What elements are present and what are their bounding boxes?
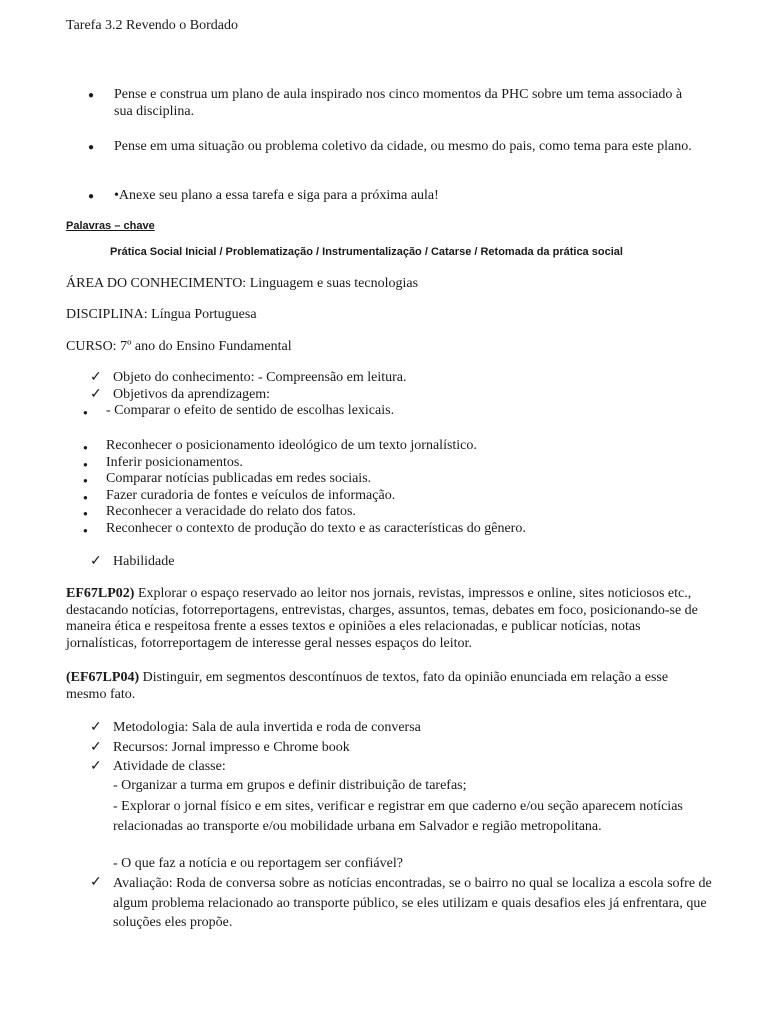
bullet-icon: ● xyxy=(88,142,95,153)
atividade-step: - O que faz a notícia e ou reportagem ser confiável? xyxy=(113,856,403,871)
bullet-icon: ● xyxy=(83,526,88,535)
objetivo-item: Reconhecer o posicionamento ideológico de um texto jornalístico. xyxy=(106,438,477,453)
objetivo-item: Inferir posicionamentos. xyxy=(106,455,243,470)
atividade-step: - Organizar a turma em grupos e definir distribuição de tarefas; xyxy=(113,778,467,793)
keywords-line: Prática Social Inicial / Problematização / Instrumentalização / Catarse / Retomada da prática social xyxy=(110,246,623,258)
habilidade-code: (EF67LP04) xyxy=(66,670,140,685)
page-title: Tarefa 3.2 Revendo o Bordado xyxy=(66,18,239,33)
bullet-icon: ● xyxy=(88,90,95,101)
task-item: Pense e construa um plano de aula inspirado nos cinco momentos da PHC sobre um tema associado à sua disciplina. xyxy=(114,87,683,119)
habilidade-text: Distinguir, em segmentos descontínuos de textos, fato da opinião enunciada em relação a esse mesmo fato. xyxy=(66,670,669,702)
bullet-icon: ● xyxy=(83,509,88,518)
objetivos-label: Objetivos da aprendizagem: xyxy=(113,387,271,402)
checkmark-icon: ✓ xyxy=(90,759,102,774)
bullet-icon: ● xyxy=(83,443,88,452)
habilidade-text: Explorar o espaço reservado ao leitor nos jornais, revistas, impressos e online, sites noticiosos etc., destacando notícias, fotorreportagens, entrevistas, charges, assuntos, temas, debates em foco, posicionando-se de maneira ética e respeitosa frente a esses textos e opiniões a eles relacionadas, e publicar notícias, notas jornalísticas, fotorreportagem de interesse geral nesses espaços do leitor. xyxy=(66,586,698,651)
bullet-icon: ● xyxy=(83,493,88,502)
objeto-line: Objeto do conhecimento: - Compreensão em leitura. xyxy=(113,370,407,385)
recursos-line: Recursos: Jornal impresso e Chrome book xyxy=(113,740,350,755)
metodologia-line: Metodologia: Sala de aula invertida e roda de conversa xyxy=(113,720,421,735)
task-item: Pense em uma situação ou problema coletivo da cidade, ou mesmo do pais, como tema para este plano. xyxy=(114,139,692,154)
disciplina-line: DISCIPLINA: Língua Portuguesa xyxy=(66,307,257,322)
checkmark-icon: ✓ xyxy=(90,875,102,890)
objetivo-item: Fazer curadoria de fontes e veículos de informação. xyxy=(106,488,396,503)
checkmark-icon: ✓ xyxy=(90,740,102,755)
habilidade-ef67lp02 xyxy=(66,586,706,652)
checkmark-icon: ✓ xyxy=(90,720,102,735)
checkmark-icon: ✓ xyxy=(90,554,102,569)
objetivo-item: - Comparar o efeito de sentido de escolhas lexicais. xyxy=(106,403,395,418)
atividade-step: - Explorar o jornal físico e em sites, verificar e registrar em que caderno e/ou seção aparecem notícias relacionadas ao transporte e/ou mobilidade urbana em Salvador e região metropolitana. xyxy=(113,799,683,834)
bullet-icon: ● xyxy=(83,476,88,485)
habilidade-label: Habilidade xyxy=(113,554,175,569)
checkmark-icon: ✓ xyxy=(90,387,102,402)
area-line: ÁREA DO CONHECIMENTO: Linguagem e suas tecnologias xyxy=(66,276,419,291)
objetivo-item: Reconhecer a veracidade do relato dos fatos. xyxy=(106,504,356,519)
curso-line: CURSO: 7º ano do Ensino Fundamental xyxy=(66,339,292,354)
habilidade-code: EF67LP02) xyxy=(66,586,135,601)
bullet-icon: ● xyxy=(88,191,95,202)
habilidade-ef67lp04 xyxy=(66,670,706,703)
atividade-label: Atividade de classe: xyxy=(113,759,226,774)
keywords-label: Palavras – chave xyxy=(66,220,155,232)
objetivo-item: Reconhecer o contexto de produção do texto e as características do gênero. xyxy=(106,521,526,536)
objetivo-item: Comparar notícias publicadas em redes sociais. xyxy=(106,471,372,486)
avaliacao-block: Avaliação: Roda de conversa sobre as notícias encontradas, se o bairro no qual se localiza a escola sofre de algum problema relacionado ao transporte público, se eles utilizam e quais desafios eles já enfrentara, que soluções eles propõe. xyxy=(113,876,712,930)
bullet-icon: ● xyxy=(83,460,88,469)
bullet-icon: ● xyxy=(83,408,88,417)
task-item: •Anexe seu plano a essa tarefa e siga para a próxima aula! xyxy=(114,188,439,203)
checkmark-icon: ✓ xyxy=(90,370,102,385)
